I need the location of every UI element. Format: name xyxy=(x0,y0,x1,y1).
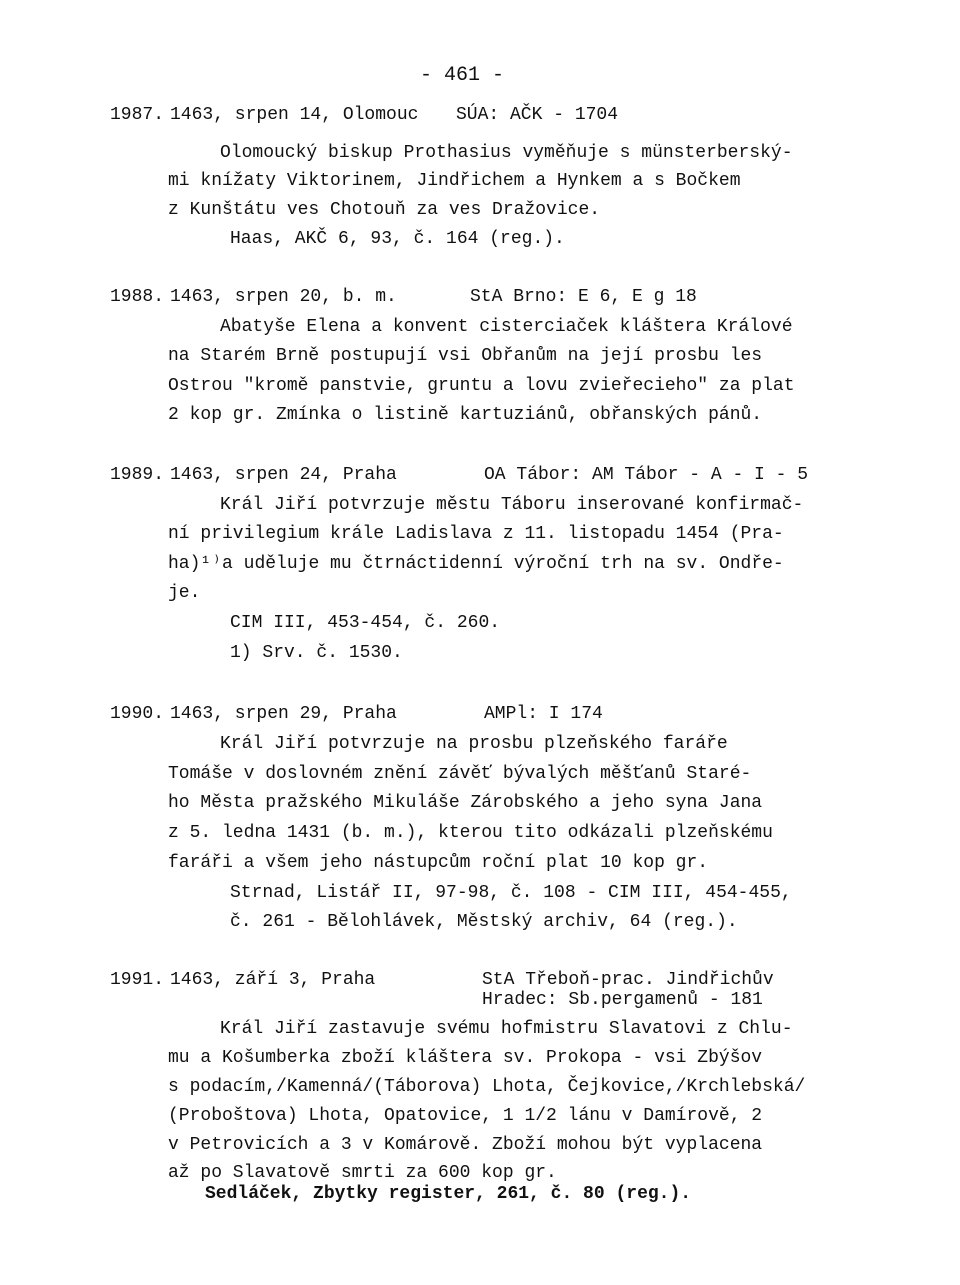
entry-source: SÚA: AČK - 1704 xyxy=(456,105,619,125)
entry-source: Hradec: Sb.pergamenů - 181 xyxy=(482,990,763,1010)
entry-text-line: Abatyše Elena a konvent cisterciaček kláštera Králové xyxy=(220,317,793,337)
entry-date-place: 1463, srpen 24, Praha xyxy=(170,465,397,485)
entry-text-line: ho Města pražského Mikuláše Zárobského a jeho syna Jana xyxy=(168,793,763,813)
entry-text-line: Olomoucký biskup Prothasius vyměňuje s münsterberský- xyxy=(220,143,793,163)
entry-text-line: 2 kop gr. Zmínka o listině kartuziánů, obřanských pánů. xyxy=(168,405,763,425)
entry-text-line: Král Jiří zastavuje svému hofmistru Slavatovi z Chlu- xyxy=(220,1019,793,1039)
entry-text-line: mi knížaty Viktorinem, Jindřichem a Hynkem a s Bočkem xyxy=(168,171,741,191)
entry-source: StA Třeboň-prac. Jindřichův xyxy=(482,970,774,990)
entry-footnote: 1) Srv. č. 1530. xyxy=(230,643,403,663)
entry-text-line: v Petrovicích a 3 v Komárově. Zboží mohou být vyplacena xyxy=(168,1135,763,1155)
entry-text-line: Ostrou "kromě panstvie, gruntu a lovu zvieřecieho" za plat xyxy=(168,376,795,396)
entry-text-line: Král Jiří potvrzuje městu Táboru inserované konfirmač- xyxy=(220,495,804,515)
entry-text-line: až po Slavatově smrti za 600 kop gr. xyxy=(168,1163,557,1183)
entry-reference: č. 261 - Bělohlávek, Městský archiv, 64 (reg.). xyxy=(230,912,738,932)
entry-text-line: mu a Košumberka zboží kláštera sv. Prokopa - vsi Zbýšov xyxy=(168,1048,763,1068)
entry-text-line: ní privilegium krále Ladislava z 11. listopadu 1454 (Pra- xyxy=(168,524,784,544)
entry-text-line: Král Jiří potvrzuje na prosbu plzeňského faráře xyxy=(220,734,728,754)
entry-reference: Strnad, Listář II, 97-98, č. 108 - CIM III, 454-455, xyxy=(230,883,792,903)
entry-number: 1988. xyxy=(110,287,165,307)
entry-text-line: Tomáše v doslovném znění závěť bývalých měšťanů Staré- xyxy=(168,764,752,784)
entry-text-line: faráři a všem jeho nástupcům roční plat 10 kop gr. xyxy=(168,853,709,873)
entry-number: 1989. xyxy=(110,465,165,485)
entry-date-place: 1463, září 3, Praha xyxy=(170,970,376,990)
entry-reference: Sedláček, Zbytky register, 261, č. 80 (reg.). xyxy=(205,1184,692,1204)
entry-number: 1990. xyxy=(110,704,165,724)
entry-text-line: na Starém Brně postupují vsi Obřanům na její prosbu les xyxy=(168,346,763,366)
entry-number: 1987. xyxy=(110,105,165,125)
entry-text-line: z 5. ledna 1431 (b. m.), kterou tito odkázali plzeňskému xyxy=(168,823,773,843)
entry-reference: Haas, AKČ 6, 93, č. 164 (reg.). xyxy=(230,229,565,249)
entry-date-place: 1463, srpen 14, Olomouc xyxy=(170,105,419,125)
entry-text-line: (Proboštova) Lhota, Opatovice, 1 1/2 lánu v Damírově, 2 xyxy=(168,1106,763,1126)
entry-reference: CIM III, 453-454, č. 260. xyxy=(230,613,501,633)
entry-source: OA Tábor: AM Tábor - A - I - 5 xyxy=(484,465,809,485)
entry-date-place: 1463, srpen 29, Praha xyxy=(170,704,397,724)
entry-source: AMPl: I 174 xyxy=(484,704,603,724)
entry-source: StA Brno: E 6, E g 18 xyxy=(470,287,697,307)
entry-text-line: ha)¹⁾a uděluje mu čtrnáctidenní výroční trh na sv. Ondře- xyxy=(168,554,784,574)
page-number: - 461 - xyxy=(420,64,505,87)
entry-number: 1991. xyxy=(110,970,165,990)
entry-text-line: s podacím,/Kamenná/(Táborova) Lhota, Čejkovice,/Krchlebská/ xyxy=(168,1077,806,1097)
entry-text-line: je. xyxy=(168,583,201,603)
entry-text-line: z Kunštátu ves Chotouň za ves Dražovice. xyxy=(168,200,601,220)
entry-date-place: 1463, srpen 20, b. m. xyxy=(170,287,397,307)
